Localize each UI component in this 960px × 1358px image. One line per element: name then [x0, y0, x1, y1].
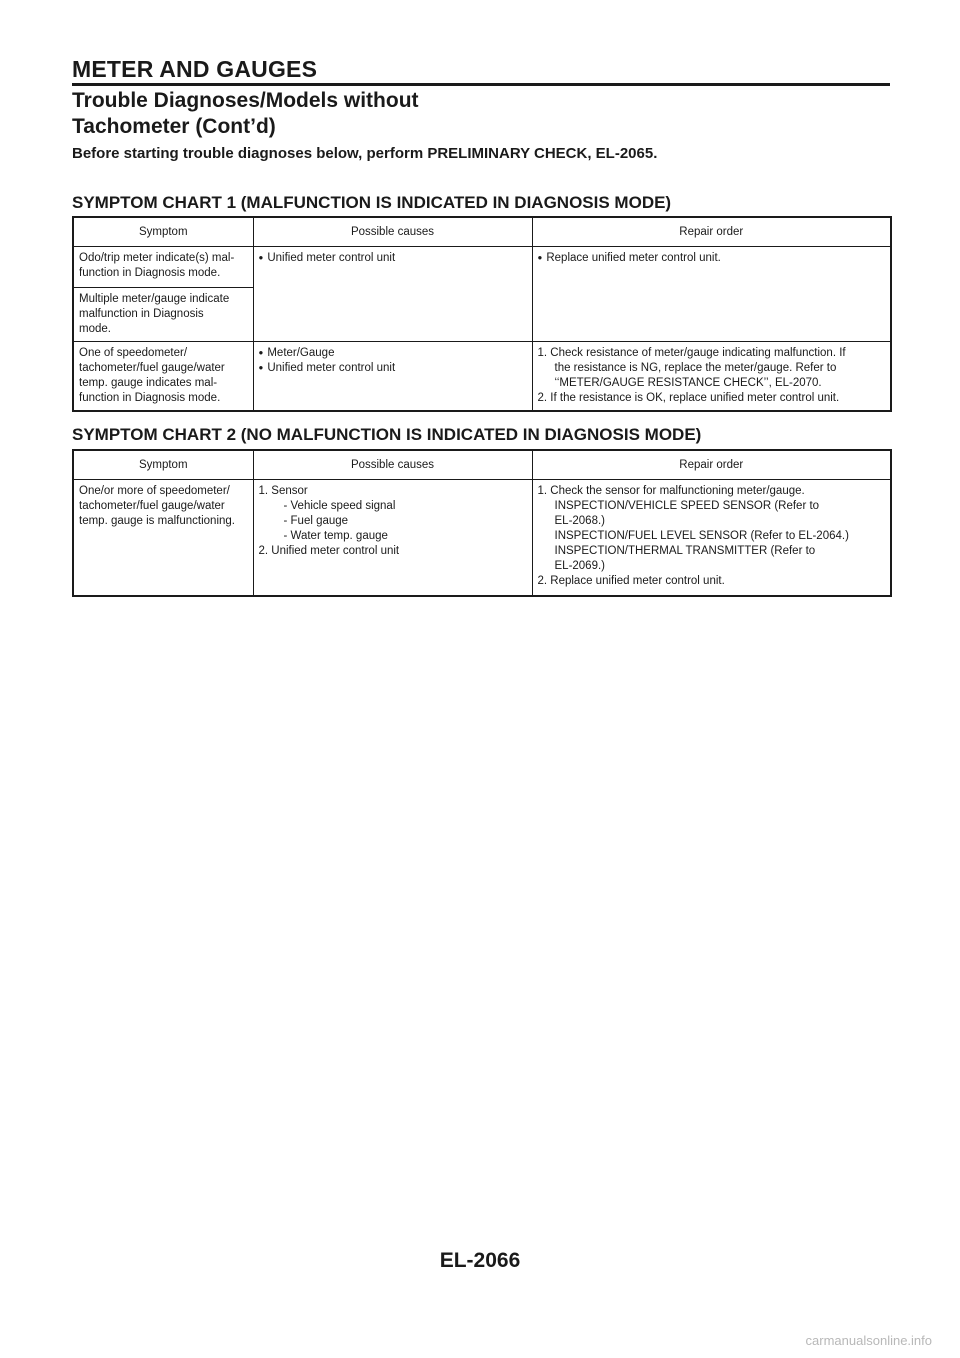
text-line: 1. Sensor	[258, 485, 308, 497]
causes-cell	[253, 247, 532, 342]
table-row	[73, 247, 891, 288]
text-line: tachometer/fuel gauge/water	[79, 500, 225, 512]
symptom-cell	[73, 288, 253, 342]
text-line: INSPECTION/VEHICLE SPEED SENSOR (Refer to	[554, 500, 820, 512]
text-line: - Fuel gauge	[283, 515, 349, 527]
text-line: INSPECTION/THERMAL TRANSMITTER (Refer to	[554, 545, 816, 557]
symptom-cell	[73, 342, 253, 412]
bullet-text: Unified meter control unit	[267, 252, 396, 264]
symptom-cell	[73, 247, 253, 288]
section-title: METER AND GAUGES	[72, 56, 318, 82]
bullet-item	[538, 251, 887, 266]
page-subtitle	[72, 88, 419, 140]
text-line: EL-2068.)	[554, 515, 606, 527]
text-line: Multiple meter/gauge indicate	[79, 293, 230, 305]
text-line: One of speedometer/	[79, 347, 188, 359]
text-line: Odo/trip meter indicate(s) mal-	[79, 252, 235, 264]
chart1-heading: SYMPTOM CHART 1 (MALFUNCTION IS INDICATED IN DIAGNOSIS MODE)	[72, 193, 672, 212]
bullet-text: Meter/Gauge	[267, 347, 335, 359]
bullet-text: Replace unified meter control unit.	[546, 252, 721, 264]
text-line: temp. gauge indicates mal-	[79, 377, 218, 389]
text-line: malfunction in Diagnosis	[79, 308, 204, 320]
text-line: tachometer/fuel gauge/water	[79, 362, 225, 374]
text-line: 2. Unified meter control unit	[258, 545, 400, 557]
page-number: EL-2066	[439, 1249, 521, 1272]
text-line: - Vehicle speed signal	[283, 500, 396, 512]
table-row	[73, 342, 891, 412]
text-line: - Water temp. gauge	[283, 530, 388, 542]
text-line: 2. Replace unified meter control unit.	[537, 575, 725, 587]
column-header-symptom: Symptom	[73, 450, 253, 480]
text-line: EL-2069.)	[554, 560, 606, 572]
causes-cell	[253, 480, 532, 597]
text-line: 1. Check resistance of meter/gauge indicating malfunction. If	[537, 347, 846, 359]
text-line: ‘‘METER/GAUGE RESISTANCE CHECK’’, EL-2070.	[554, 377, 822, 389]
subtitle-line: Trouble Diagnoses/Models without	[72, 89, 419, 112]
text-line: the resistance is NG, replace the meter/gauge. Refer to	[554, 362, 837, 374]
text-line: mode.	[79, 323, 111, 335]
symptom-chart-1	[72, 216, 892, 412]
bullet-text: Unified meter control unit	[267, 362, 396, 374]
column-header-possible-causes: Possible causes	[253, 217, 532, 247]
text-line: function in Diagnosis mode.	[79, 392, 221, 404]
column-header-repair-order: Repair order	[532, 217, 891, 247]
column-header-repair-order: Repair order	[532, 450, 891, 480]
text-line: INSPECTION/FUEL LEVEL SENSOR (Refer to EL-2064.)	[554, 530, 849, 542]
repair-cell	[532, 247, 891, 342]
text-line: function in Diagnosis mode.	[79, 267, 221, 279]
bullet-item	[259, 251, 528, 266]
bullet-item	[259, 361, 528, 376]
repair-cell	[532, 480, 891, 597]
table-header-row	[73, 217, 891, 247]
text-line: 1. Check the sensor for malfunctioning meter/gauge.	[537, 485, 805, 497]
intro-text: Before starting trouble diagnoses below, perform PRELIMINARY CHECK, EL-2065.	[72, 145, 658, 162]
table-header-row	[73, 450, 891, 480]
text-line: temp. gauge is malfunctioning.	[79, 515, 235, 527]
bullet-item	[259, 346, 528, 361]
symptom-cell	[73, 480, 253, 597]
section-title-rule	[72, 83, 890, 86]
causes-cell	[253, 342, 532, 412]
text-line: 2. If the resistance is OK, replace unified meter control unit.	[537, 392, 840, 404]
chart2-heading: SYMPTOM CHART 2 (NO MALFUNCTION IS INDICATED IN DIAGNOSIS MODE)	[72, 425, 702, 444]
table-row	[73, 480, 891, 597]
symptom-chart-2	[72, 449, 892, 597]
column-header-symptom: Symptom	[73, 217, 253, 247]
subtitle-line: Tachometer (Cont’d)	[72, 115, 276, 138]
repair-cell	[532, 342, 891, 412]
text-line: One/or more of speedometer/	[79, 485, 230, 497]
column-header-possible-causes: Possible causes	[253, 450, 532, 480]
watermark: carmanualsonline.info	[805, 1333, 932, 1348]
